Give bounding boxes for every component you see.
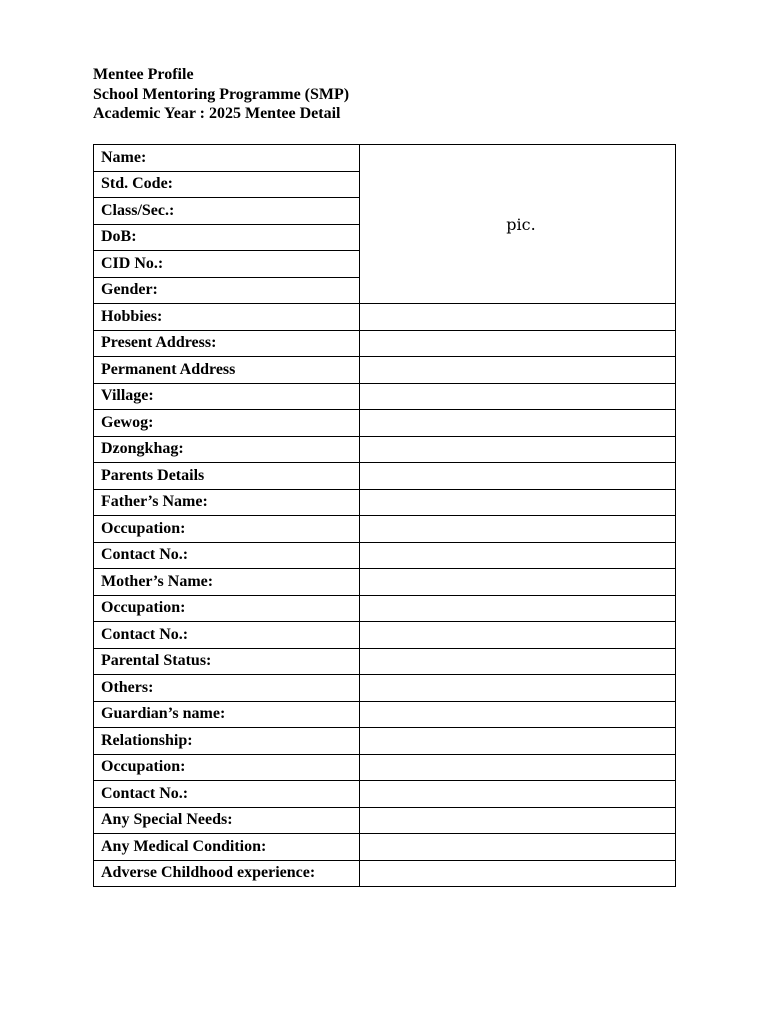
field-value-relationship[interactable] [360,728,676,755]
field-label-dob: DoB: [94,224,360,251]
field-label-mothers-name: Mother’s Name: [94,569,360,596]
document-title: Mentee Profile [93,66,194,83]
table-row [94,383,676,410]
table-row [94,807,676,834]
table-row [94,145,676,172]
field-value-mother-occupation[interactable] [360,595,676,622]
table-row [94,542,676,569]
field-value-dzongkhag[interactable] [360,436,676,463]
field-label-permanent-address: Permanent Address [94,357,360,384]
field-value-guardian-occupation[interactable] [360,754,676,781]
field-label-mother-occupation: Occupation: [94,595,360,622]
field-label-gewog: Gewog: [94,410,360,437]
field-label-guardian-occupation: Occupation: [94,754,360,781]
field-label-village: Village: [94,383,360,410]
field-value-special-needs[interactable] [360,807,676,834]
field-value-others[interactable] [360,675,676,702]
field-value-mothers-name[interactable] [360,569,676,596]
field-value-adverse-childhood-experience[interactable] [360,860,676,887]
field-label-gender: Gender: [94,277,360,304]
field-value-mother-contact-no[interactable] [360,622,676,649]
field-label-dzongkhag: Dzongkhag: [94,436,360,463]
table-row [94,357,676,384]
field-label-name: Name: [94,145,360,172]
field-value-gewog[interactable] [360,410,676,437]
field-value-father-occupation[interactable] [360,516,676,543]
table-row [94,834,676,861]
field-value-parental-status[interactable] [360,648,676,675]
table-row [94,648,676,675]
table-row [94,436,676,463]
field-label-father-occupation: Occupation: [94,516,360,543]
field-value-village[interactable] [360,383,676,410]
field-label-guardian-contact-no: Contact No.: [94,781,360,808]
table-row [94,569,676,596]
table-row [94,410,676,437]
field-value-guardian-contact-no[interactable] [360,781,676,808]
field-label-special-needs: Any Special Needs: [94,807,360,834]
field-label-std-code: Std. Code: [94,171,360,198]
field-label-class-sec: Class/Sec.: [94,198,360,225]
table-row [94,463,676,490]
field-value-fathers-name[interactable] [360,489,676,516]
field-label-adverse-childhood-experience: Adverse Childhood experience: [94,860,360,887]
table-row [94,304,676,331]
field-label-mother-contact-no: Contact No.: [94,622,360,649]
photo-placeholder: pic. [360,145,676,304]
field-value-parents-details[interactable] [360,463,676,490]
field-label-medical-condition: Any Medical Condition: [94,834,360,861]
field-label-cid-no: CID No.: [94,251,360,278]
document-header [93,65,349,124]
table-row [94,595,676,622]
field-label-guardians-name: Guardian’s name: [94,701,360,728]
field-value-guardians-name[interactable] [360,701,676,728]
field-label-present-address: Present Address: [94,330,360,357]
field-value-permanent-address[interactable] [360,357,676,384]
field-value-present-address[interactable] [360,330,676,357]
table-row [94,781,676,808]
table-row [94,675,676,702]
programme-name: School Mentoring Programme (SMP) [93,85,350,103]
field-value-father-contact-no[interactable] [360,542,676,569]
field-label-parental-status: Parental Status: [94,648,360,675]
field-label-hobbies: Hobbies: [94,304,360,331]
table-row [94,622,676,649]
table-row [94,728,676,755]
academic-year-line: Academic Year : 2025 Mentee Detail [93,105,341,122]
mentee-detail-table [93,144,676,887]
table-row [94,516,676,543]
field-label-others: Others: [94,675,360,702]
table-row [94,754,676,781]
section-label-parents-details: Parents Details [94,463,360,490]
table-row [94,489,676,516]
field-label-fathers-name: Father’s Name: [94,489,360,516]
table-row [94,330,676,357]
field-value-medical-condition[interactable] [360,834,676,861]
table-row [94,860,676,887]
field-label-relationship: Relationship: [94,728,360,755]
field-value-hobbies[interactable] [360,304,676,331]
table-row [94,701,676,728]
field-label-father-contact-no: Contact No.: [94,542,360,569]
